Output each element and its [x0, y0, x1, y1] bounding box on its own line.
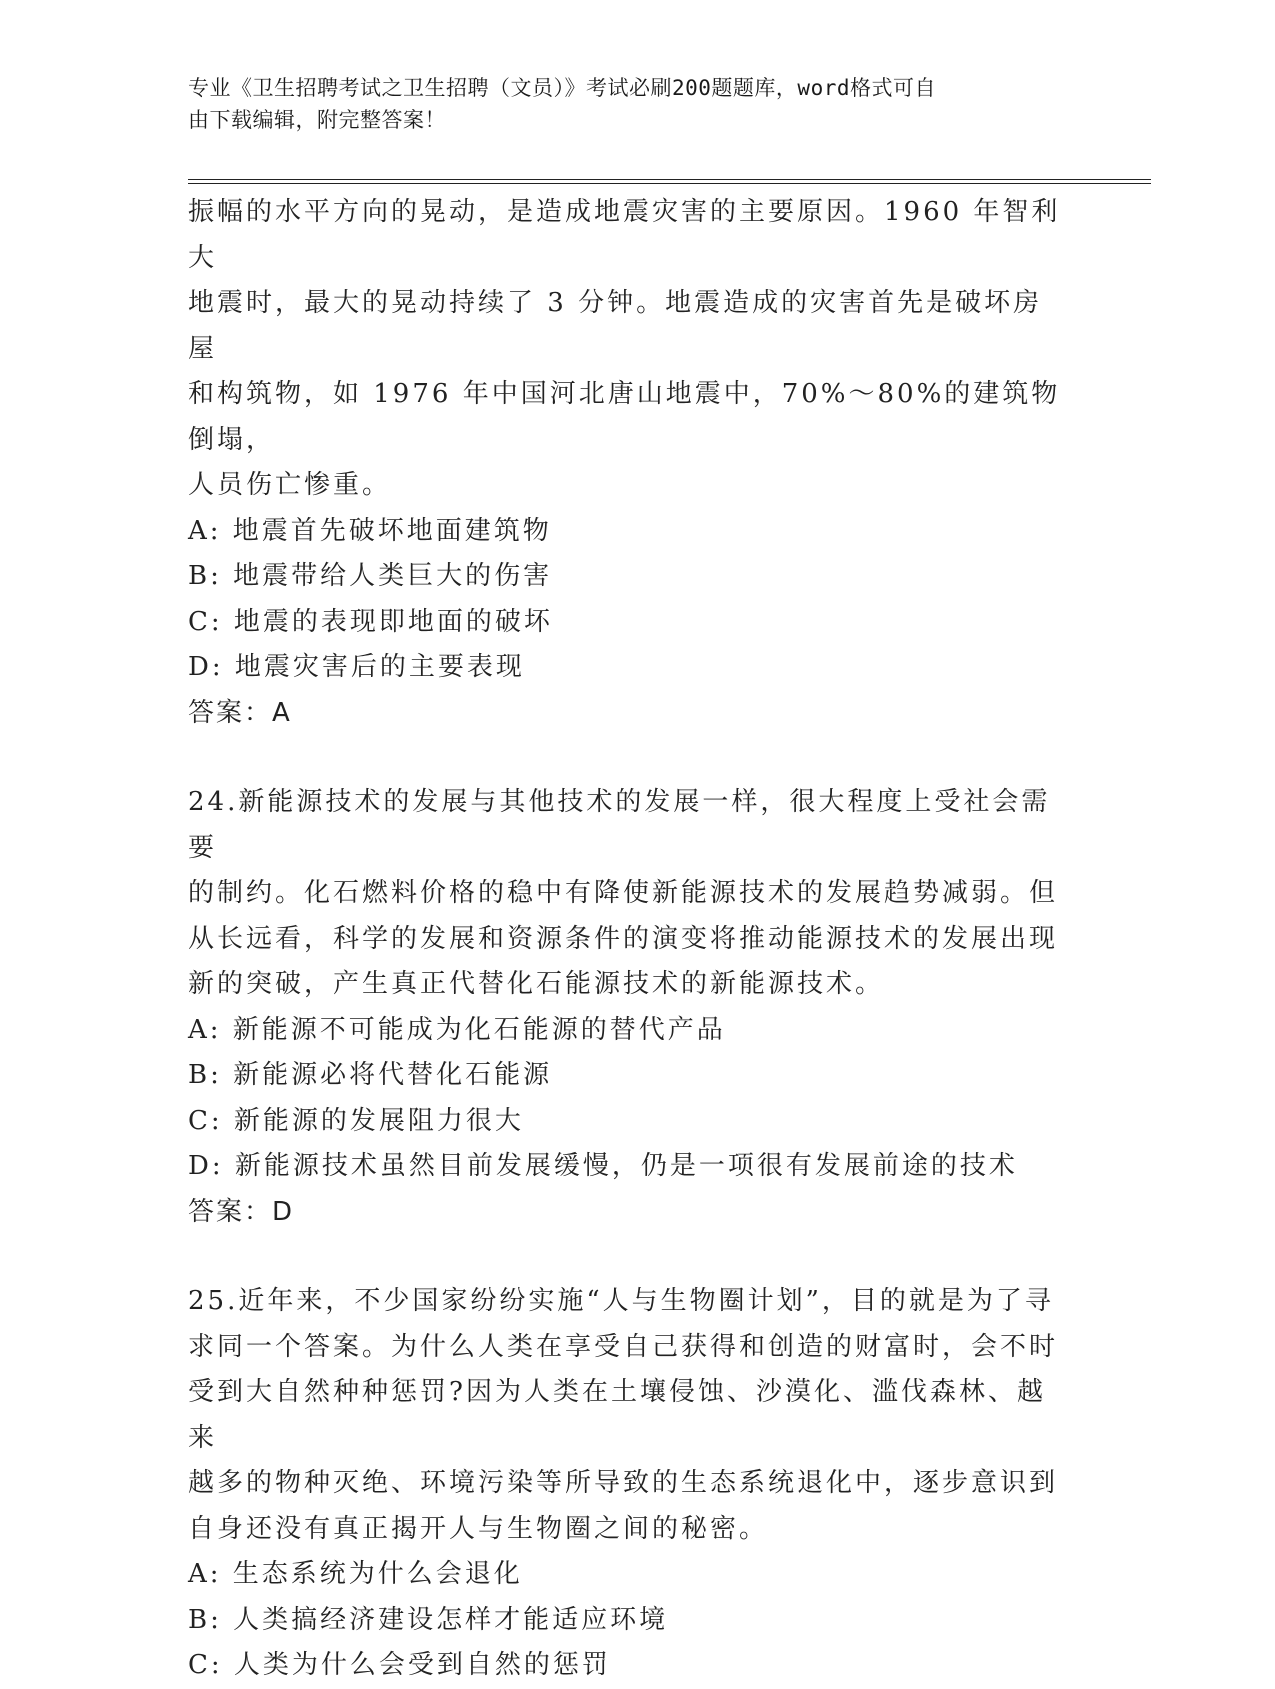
option-b: B: 地震带给人类巨大的伤害 [188, 561, 553, 591]
question-text-line: 新的突破，产生真正代替化石能源技术的新能源技术。 [188, 969, 885, 999]
answer-label: 答案：D [188, 1196, 295, 1227]
page-header [188, 72, 1068, 136]
question-text-line: 的制约。化石燃料价格的稳中有降使新能源技术的发展趋势减弱。但 [188, 878, 1059, 908]
option-c: C: 新能源的发展阻力很大 [188, 1105, 524, 1136]
question-text-line: 求同一个答案。为什么人类在享受自己获得和创造的财富时，会不时 [188, 1331, 1059, 1362]
question-23-continued [188, 190, 1068, 736]
option-d: D: 新能源技术虽然目前发展缓慢，仍是一项很有发展前途的技术 [188, 1151, 1018, 1181]
question-text-line: 受到大自然种种惩罚?因为人类在土壤侵蚀、沙漠化、滥伐森林、越来 [188, 1377, 1046, 1453]
option-a: A: 生态系统为什么会退化 [188, 1559, 523, 1589]
question-25 [188, 1279, 1068, 1689]
option-a: A: 地震首先破坏地面建筑物 [188, 515, 552, 546]
option-c: C: 地震的表现即地面的破坏 [188, 606, 553, 637]
question-text-line: 从长远看，科学的发展和资源条件的演变将推动能源技术的发展出现 [188, 923, 1059, 954]
question-text-line: 自身还没有真正揭开人与生物圈之间的秘密。 [188, 1513, 769, 1544]
spacer [188, 1235, 1068, 1279]
question-text-line: 地震时，最大的晃动持续了 3 分钟。地震造成的灾害首先是破坏房屋 [188, 288, 1043, 364]
question-text-line: 人员伤亡惨重。 [188, 470, 392, 500]
option-b: B: 人类搞经济建设怎样才能适应环境 [188, 1604, 669, 1635]
question-text-line: 越多的物种灭绝、环境污染等所导致的生态系统退化中，逐步意识到 [188, 1468, 1059, 1498]
answer-label: 答案：A [188, 697, 292, 728]
question-text-line: 24.新能源技术的发展与其他技术的发展一样，很大程度上受社会需要 [188, 787, 1051, 863]
question-text-line: 振幅的水平方向的晃动，是造成地震灾害的主要原因。1960 年智利大 [188, 197, 1061, 273]
option-c: C: 人类为什么会受到自然的惩罚 [188, 1650, 611, 1680]
option-b: B: 新能源必将代替化石能源 [188, 1060, 553, 1090]
spacer [188, 736, 1068, 780]
question-text-line: 和构筑物，如 1976 年中国河北唐山地震中，70%～80%的建筑物倒塌， [188, 379, 1061, 455]
question-text-line: 25.近年来，不少国家纷纷实施“人与生物圈计划”，目的就是为了寻 [188, 1286, 1054, 1316]
option-d: D: 地震灾害后的主要表现 [188, 652, 525, 682]
header-divider-top [188, 179, 1151, 180]
header-line-2: 由下载编辑，附完整答案！ [188, 108, 446, 132]
option-a: A: 新能源不可能成为化石能源的替代产品 [188, 1014, 726, 1045]
document-body [188, 190, 1068, 1689]
question-24 [188, 780, 1068, 1235]
header-divider-bottom [188, 183, 1151, 184]
header-line-1: 专业《卫生招聘考试之卫生招聘（文员）》考试必刷200题题库，word格式可自 [188, 76, 936, 100]
